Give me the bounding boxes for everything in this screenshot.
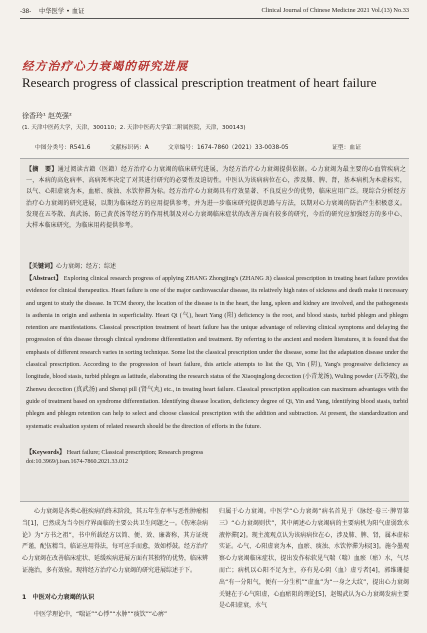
authors: 徐香玲¹ 赵英强²	[22, 112, 72, 120]
section-heading: 1 中医对心力衰竭的认识	[22, 594, 95, 601]
keywords-cn-text: 心力衰竭；经方；综述	[56, 263, 117, 270]
abstract-en-label: 【Abstract】	[26, 275, 63, 282]
journal-name-cn: 中华医学 • 血证	[38, 8, 85, 15]
keywords-cn-label: 【关键词】	[26, 263, 57, 270]
abstract-en	[26, 273, 408, 433]
doi: doi:10.3969/j.issn.1674-7860.2021.33.012	[26, 459, 129, 465]
body-text-left: 心力衰竭是各类心脏疾病的终末阶段，其五年生存率与恶性肿瘤相当[1]，已然成为当今医疗界面临的主要公共卫生问题之一。《伤寒杂病论》为“方书之祖”，书中所载经方以简、便、效、廉著称，其方证统严谨，配伍精当，临证应用得法，每可应手而愈，效如桴鼓。经方治疗心力衰竭在改善临床症状、延缓疾病进展方面有其独特的优势，临床辨证施治，多有效验。现将经方治疗心力衰竭的研究进展综述于下。	[22, 508, 209, 574]
journal-issue-en: Clinical Journal of Chinese Medicine 2021 Vol.(13) No.33	[261, 7, 409, 14]
abstract-en-text: Exploring clinical research progress of applying ZHANG Zhongjing's (ZHANG Ji) classical prescription in treating heart failure provides evidence for clinical therapeutics. Heart failure is one of the major cardiovascular disease, its relatively high rates of sickness and death make it necessary and urgent to study the disease. In TCM theory, the location of the disease is in the heart, the lung, spleen and kidney are involved, and the pathogenesis is asthenia in origin and asthenia in superficiality. Heart Qi (气), heart Yang (阳) deficiency is the root, and blood stasis, turbid phlegm and phlegm retention are manifestations. Classical prescription treatment of heart failure has the unique advantage of relieving clinical symptoms and delaying the progression of this disease through clinical syndrome differentiation and treatment. By referring to the ancient and modern literatures, it is found that the emphasis of different research varies in sorting technique. Some list the classical prescription under the disease, some list the adaptation disease under the classical prescription. According to the progression of heart failure, this article attempts to list the Qi, Yin (阴), Yang's progressive deficiency as longitude, blood stasis, turbid phlegm as latitude, elaborating the research status of the Xiaoqinglong decoction (小青龙汤), Wuling powder (五苓散), the Zhenwu decoction (真武汤) and Shenqi pill (肾气丸) etc., in treating heart failure. Classical prescription application can maximum advantages with the guide of treatment based on syndrome differentiation. Identifying disease location, deficiency degree of Qi, Yin and Yang, identifying blood stasis, turbid phlegm and phlegm retention can help to select and choose classical prescription with the addition and subtraction. At present, the standardization and systematic evaluation system of related research should be the direction of efforts in the future.	[26, 275, 408, 430]
keywords-en-label: 【Keywords】	[26, 449, 66, 456]
article-number: 文章编号：1674-7860（2021）33-0038-05	[168, 145, 289, 151]
body-text-right: 归属于心力衰竭。中医学“心力衰竭”病名首见于《脉经·卷三·脾胃第三》“心力衰竭则伏”，其中阐述心力衰竭病的主要病机为阳气虚弱致水液停滞[2]。现主流观点认为该病病位在心，涉及肺、脾、肾，属本虚标实证。心气、心阳虚衰为本，血瘀、痰浊、水饮停滞为标[3]。施今墨观察心力衰竭临床症状，提出发作标软见气喘（喘）血瘀（瘀）水，气尽而亡；病机以心阳不足为主，亦有见心阴（血）虚亏者[4]，郭维珊提出“有一分阳气，便有一分生机”“虚血”为“一身之大纹”，提出心力衰竭关键在于心气阳虚，心血瘀阻的理论[5]，赵锡武认为心力衰竭发病主要是心阳虚衰，水气	[219, 508, 409, 610]
keywords-cn	[26, 261, 116, 270]
header-rule	[20, 18, 409, 19]
keywords-en	[26, 447, 203, 456]
article-meta	[0, 141, 427, 153]
affiliation: (1. 天津中医药大学，天津，300110；2. 天津中医药大学第二附属医院，天津，300143)	[22, 125, 246, 131]
running-header	[20, 4, 409, 17]
abstract-cn	[26, 164, 406, 231]
abstract-cn-text: 通过阅读古籍（医籍）经方治疗心力衰竭的临床研究进展，为经方治疗心力衰竭提供依据。心力衰竭为最主要的心血管疾病之一，本病的高危病率、高病死率决定了对其进行研究的必要性及迫切性。中医认为该病病位在心，涉及肺、脾、肾，基本病机为本虚标实，以气、心阳虚衰为本，血瘀、痰浊、水饮停滞为标。经方治疗心力衰竭具有疗效显著、不良反应少的优势，临床应用广泛。现综合分析经方治疗心力衰竭的研究进展，以期为临床经方的应用提供参考，并为进一步临床研究提供思路与方法，以期对心力衰竭的防治产生积极意义。发现在五苓散、真武汤、防己黄芪汤等经方的作用机制及对心力衰竭临床症状的改善方面有较多的研究，今后的研究应加强经方的多中心、大样本临床研究，为临床用药提供参考。	[26, 166, 406, 230]
body-text-left-continued: 中医学理论中，“喘证”“心悸”“水肿”“痰饮”“心痹”	[34, 611, 168, 618]
abstract-cn-label: 【摘 要】	[26, 166, 58, 173]
keywords-en-text: Heart failure; Classical prescription; Research progress	[66, 449, 204, 456]
certification: 证型：血证	[332, 145, 361, 151]
article-title-en: Research progress of classical prescription treatment of heart failure	[22, 75, 377, 90]
article-title-cn: 经方治疗心力衰竭的研究进展	[22, 59, 189, 73]
header-left	[20, 6, 84, 15]
clc-number: 中图分类号：R541.6	[35, 145, 91, 151]
document-code: 文献标识码：A	[110, 145, 149, 151]
page-number: -38-	[20, 8, 32, 15]
